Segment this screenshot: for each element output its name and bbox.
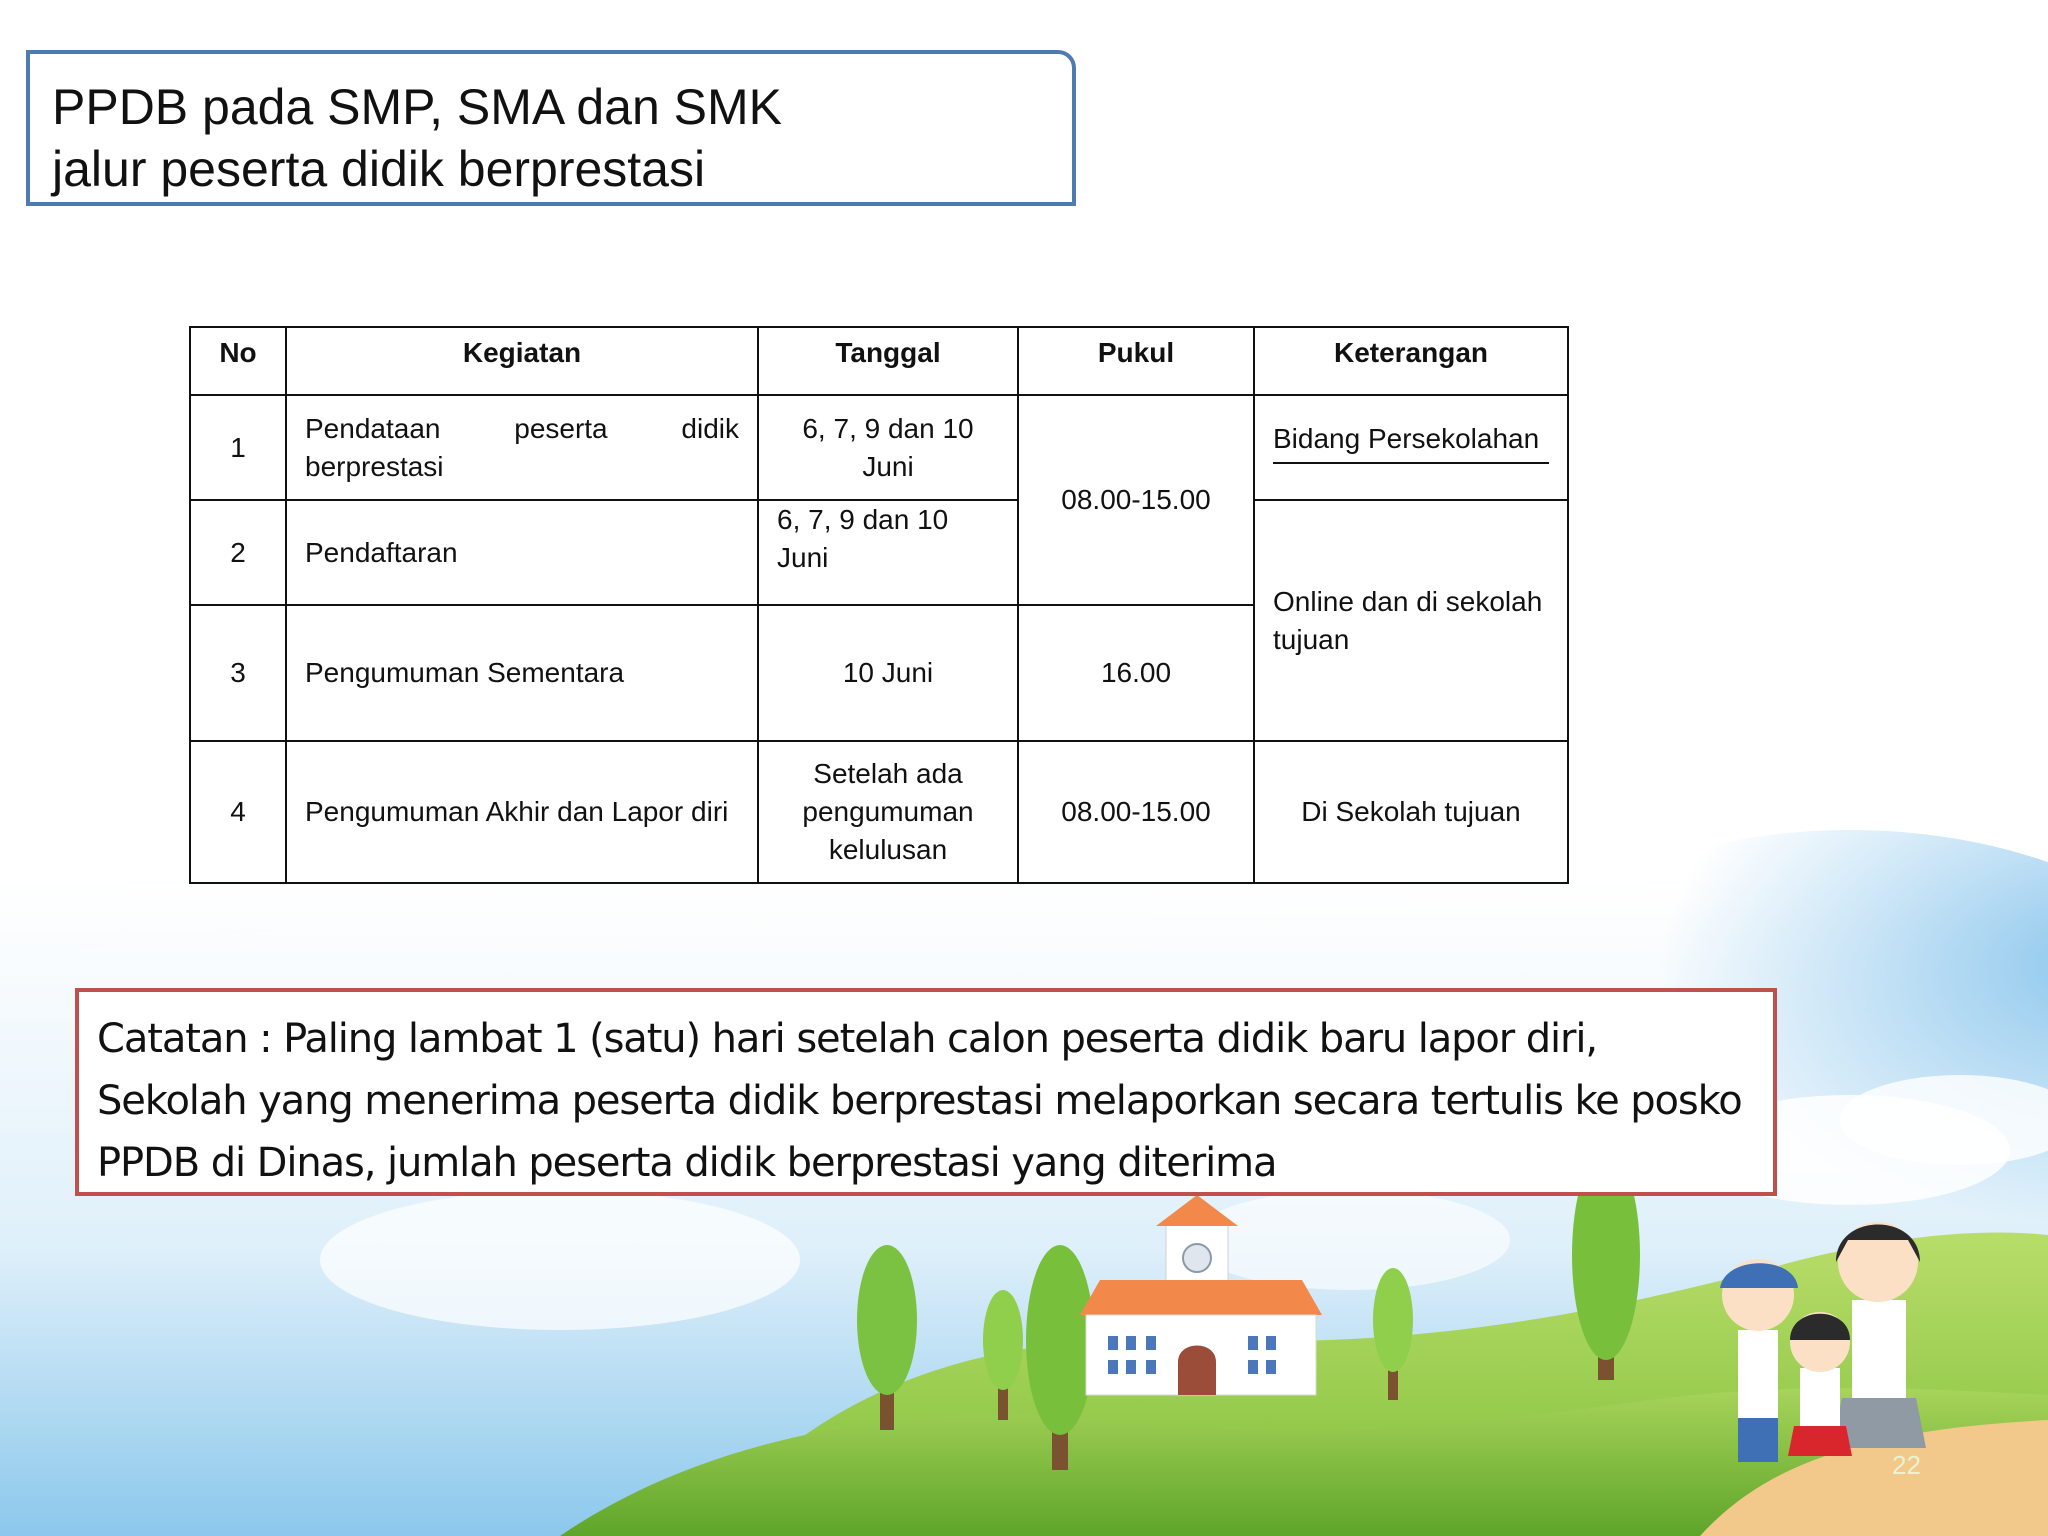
table-header-row bbox=[190, 327, 1568, 395]
table-row bbox=[190, 741, 1568, 883]
row-no: 4 bbox=[190, 741, 286, 883]
row-kegiatan: Pengumuman Sementara bbox=[286, 605, 758, 741]
slide-title-line-2: jalur peserta didik berprestasi bbox=[52, 141, 706, 197]
header-kegiatan: Kegiatan bbox=[286, 327, 758, 395]
header-tanggal: Tanggal bbox=[758, 327, 1018, 395]
row-no: 1 bbox=[190, 395, 286, 500]
table-row bbox=[190, 500, 1568, 605]
table-row bbox=[190, 395, 1568, 500]
row-keterangan: Di Sekolah tujuan bbox=[1254, 741, 1568, 883]
row-keterangan-cell bbox=[1254, 395, 1568, 500]
row-no: 2 bbox=[190, 500, 286, 605]
row-tanggal: 6, 7, 9 dan 10 Juni bbox=[758, 500, 1018, 605]
slide-title-line-1: PPDB pada SMP, SMA dan SMK bbox=[52, 79, 783, 135]
row-kegiatan: Pendaftaran bbox=[286, 500, 758, 605]
row-tanggal: 10 Juni bbox=[758, 605, 1018, 741]
page-number: 22 bbox=[1892, 1450, 1921, 1480]
header-pukul: Pukul bbox=[1018, 327, 1254, 395]
row-kegiatan: Pengumuman Akhir dan Lapor diri bbox=[286, 741, 758, 883]
cloud bbox=[1190, 1190, 1510, 1290]
row-pukul: 16.00 bbox=[1018, 605, 1254, 741]
note-box: Catatan : Paling lambat 1 (satu) hari setelah calon peserta didik baru lapor diri, Sekolah yang menerima peserta didik berprestasi melaporkan secara tertulis ke posko PPDB di Dinas, jumlah peserta didik berprestasi yang diterima bbox=[75, 988, 1777, 1196]
row-pukul: 08.00-15.00 bbox=[1018, 741, 1254, 883]
row-tanggal: Setelah ada pengumuman kelulusan bbox=[758, 741, 1018, 883]
row-keterangan: Online dan di sekolah tujuan bbox=[1254, 500, 1568, 741]
row-pukul: 08.00-15.00 bbox=[1018, 395, 1254, 605]
row-tanggal: 6, 7, 9 dan 10 Juni bbox=[758, 395, 1018, 500]
schedule-table bbox=[189, 326, 1569, 884]
row-keterangan: Bidang Persekolahan bbox=[1273, 420, 1549, 464]
row-kegiatan: Pendataan peserta didik berprestasi bbox=[286, 395, 758, 500]
header-keterangan: Keterangan bbox=[1254, 327, 1568, 395]
slide-title-box bbox=[26, 50, 1076, 206]
cloud bbox=[320, 1190, 800, 1330]
header-no: No bbox=[190, 327, 286, 395]
row-no: 3 bbox=[190, 605, 286, 741]
